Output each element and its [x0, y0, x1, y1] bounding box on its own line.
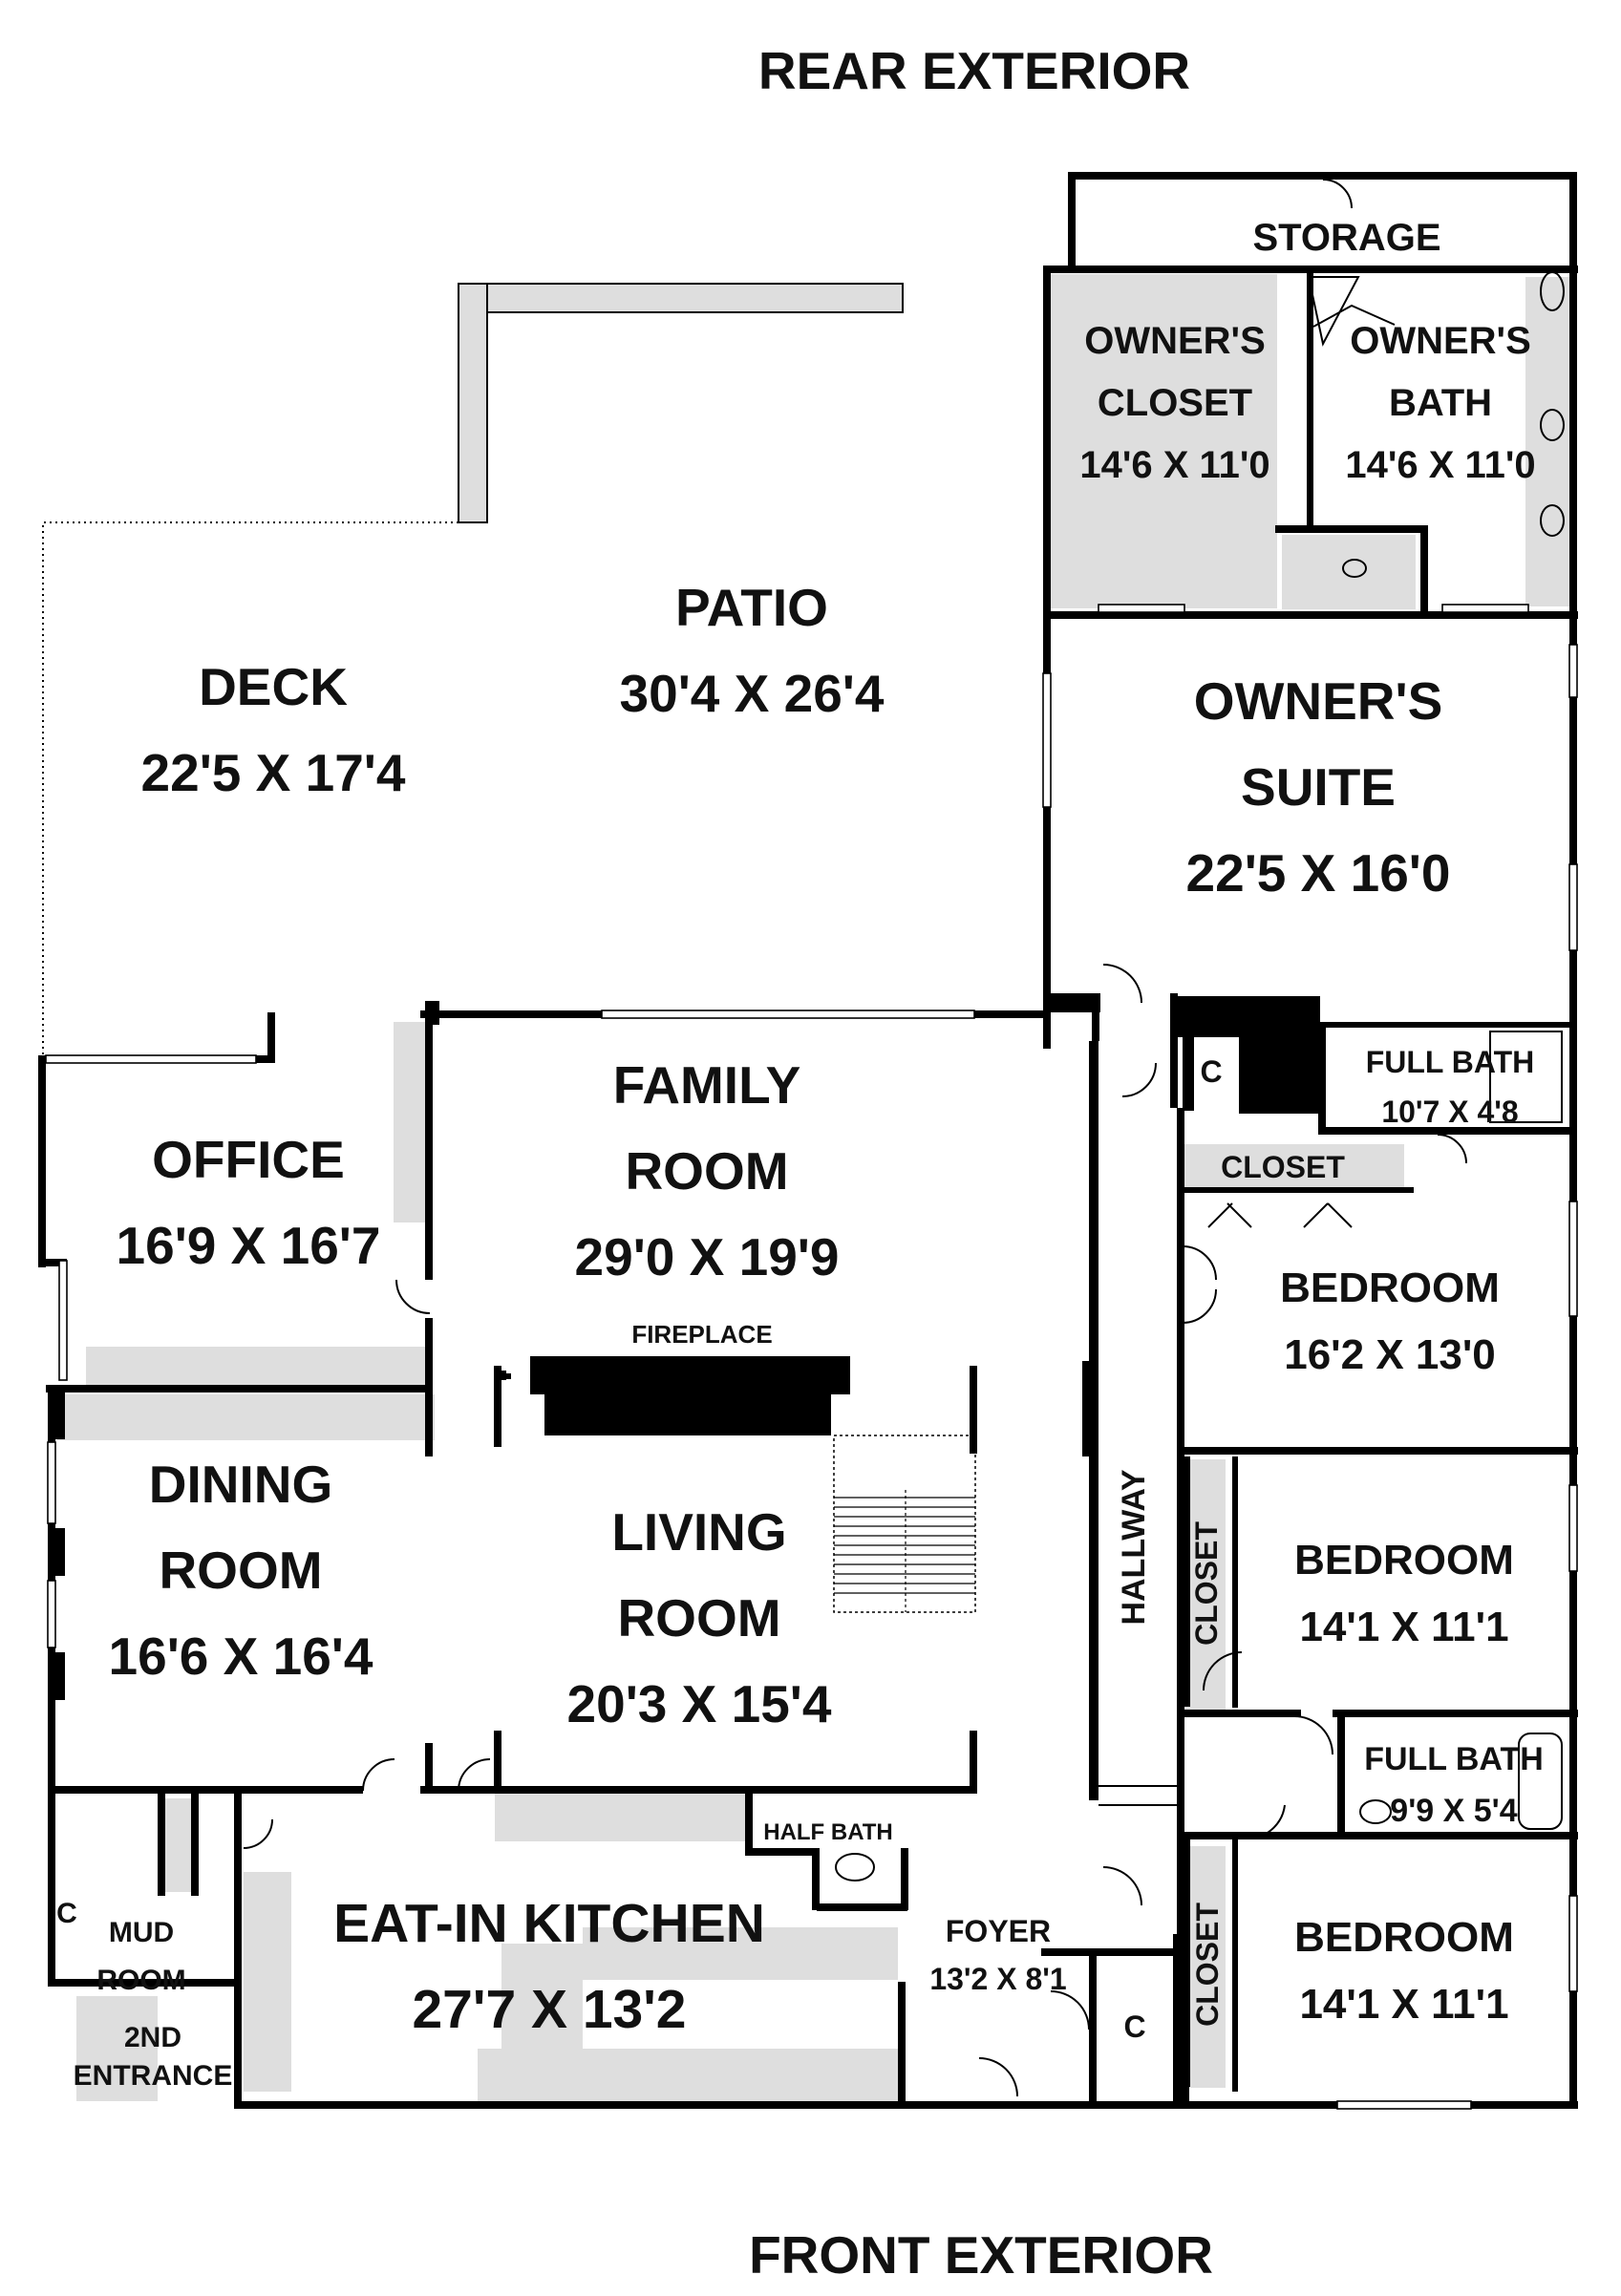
shower — [1282, 535, 1416, 609]
foyer-name: FOYER — [945, 1914, 1052, 1948]
dining-buffet — [57, 1394, 435, 1440]
storage-label: STORAGE — [1252, 217, 1441, 259]
closet-bedroom3-label: CLOSET — [1190, 1903, 1225, 2027]
full-bath-1-dims: 10'7 X 4'8 — [1381, 1095, 1519, 1129]
family-room-line1: FAMILY — [612, 1055, 801, 1115]
fireplace-box — [544, 1390, 831, 1435]
deck-rail-horizontal — [487, 284, 903, 312]
bath-vanity — [1525, 277, 1570, 606]
office-dims: 16'9 X 16'7 — [116, 1216, 381, 1275]
second-entrance-line2: ENTRANCE — [73, 2060, 233, 2092]
owners-closet-dims: 14'6 X 11'0 — [1079, 444, 1270, 486]
closet-top-label: CLOSET — [1221, 1150, 1345, 1184]
second-entrance-line1: 2ND — [123, 2022, 182, 2053]
stairs — [834, 1435, 975, 1612]
kitchen-counter-left — [244, 1872, 291, 2092]
mud-room-line2: ROOM — [96, 1965, 186, 1996]
bedroom-3-dims: 14'1 X 11'1 — [1299, 1981, 1509, 2028]
eat-in-kitchen-name: EAT-IN KITCHEN — [333, 1893, 765, 1954]
deck-rail-vertical — [459, 284, 487, 522]
kitchen-counter-bottom — [478, 2049, 898, 2101]
patio-dims: 30'4 X 26'4 — [619, 664, 885, 723]
bedroom-2-name: BEDROOM — [1294, 1537, 1514, 1584]
hallway-label: HALLWAY — [1116, 1469, 1152, 1626]
patio-name: PATIO — [675, 578, 828, 637]
owners-closet-line1: OWNER'S — [1084, 320, 1266, 362]
mud-closet-c: C — [56, 1898, 77, 1929]
family-room-dims: 29'0 X 19'9 — [574, 1227, 840, 1286]
owners-bath-line2: BATH — [1388, 382, 1493, 424]
foyer-closet-c: C — [1123, 2009, 1146, 2044]
living-room-line1: LIVING — [611, 1502, 787, 1562]
full-bath-2-dims: 9'9 X 5'4 — [1390, 1793, 1518, 1829]
fireplace-label: FIREPLACE — [631, 1320, 773, 1349]
hall-closet-c: C — [1200, 1054, 1223, 1089]
full-bath-2-name: FULL BATH — [1364, 1741, 1544, 1777]
mud-room-line1: MUD — [108, 1917, 175, 1948]
bedroom-2-dims: 14'1 X 11'1 — [1299, 1604, 1509, 1650]
deck-dims: 22'5 X 17'4 — [140, 743, 406, 802]
dining-room-dims: 16'6 X 16'4 — [108, 1626, 373, 1686]
bedroom-1-dims: 16'2 X 13'0 — [1284, 1331, 1496, 1378]
fireplace-stairs — [499, 1356, 977, 1612]
front-exterior-label: FRONT EXTERIOR — [749, 2225, 1213, 2285]
living-room-dims: 20'3 X 15'4 — [566, 1674, 832, 1733]
owners-suite-line1: OWNER'S — [1193, 671, 1443, 731]
fireplace-hearth — [530, 1356, 850, 1394]
owners-bath-line1: OWNER'S — [1350, 320, 1531, 362]
kitchen-counter-top — [495, 1794, 748, 1841]
owners-suite-dims: 22'5 X 16'0 — [1185, 843, 1451, 903]
bedroom-1-name: BEDROOM — [1280, 1265, 1500, 1311]
half-bath-label: HALF BATH — [763, 1819, 893, 1845]
office-shelf — [394, 1022, 426, 1222]
owners-bath-dims: 14'6 X 11'0 — [1345, 444, 1536, 486]
closet-bedroom2-label: CLOSET — [1189, 1521, 1224, 1646]
family-room-line2: ROOM — [625, 1141, 789, 1201]
rear-exterior-label: REAR EXTERIOR — [757, 41, 1191, 100]
dining-room-line2: ROOM — [159, 1541, 323, 1600]
owners-suite-line2: SUITE — [1241, 757, 1396, 817]
deck-name: DECK — [199, 657, 348, 716]
foyer-dims: 13'2 X 8'1 — [929, 1962, 1067, 1996]
office-name: OFFICE — [152, 1130, 345, 1189]
full-bath-1-name: FULL BATH — [1365, 1045, 1535, 1079]
owners-closet-line2: CLOSET — [1097, 382, 1253, 424]
eat-in-kitchen-dims: 27'7 X 13'2 — [412, 1979, 687, 2040]
dining-room-line1: DINING — [148, 1455, 333, 1514]
living-room-line2: ROOM — [617, 1588, 781, 1648]
office-bottom-shelf — [86, 1347, 425, 1390]
bedroom-3-name: BEDROOM — [1294, 1914, 1514, 1961]
